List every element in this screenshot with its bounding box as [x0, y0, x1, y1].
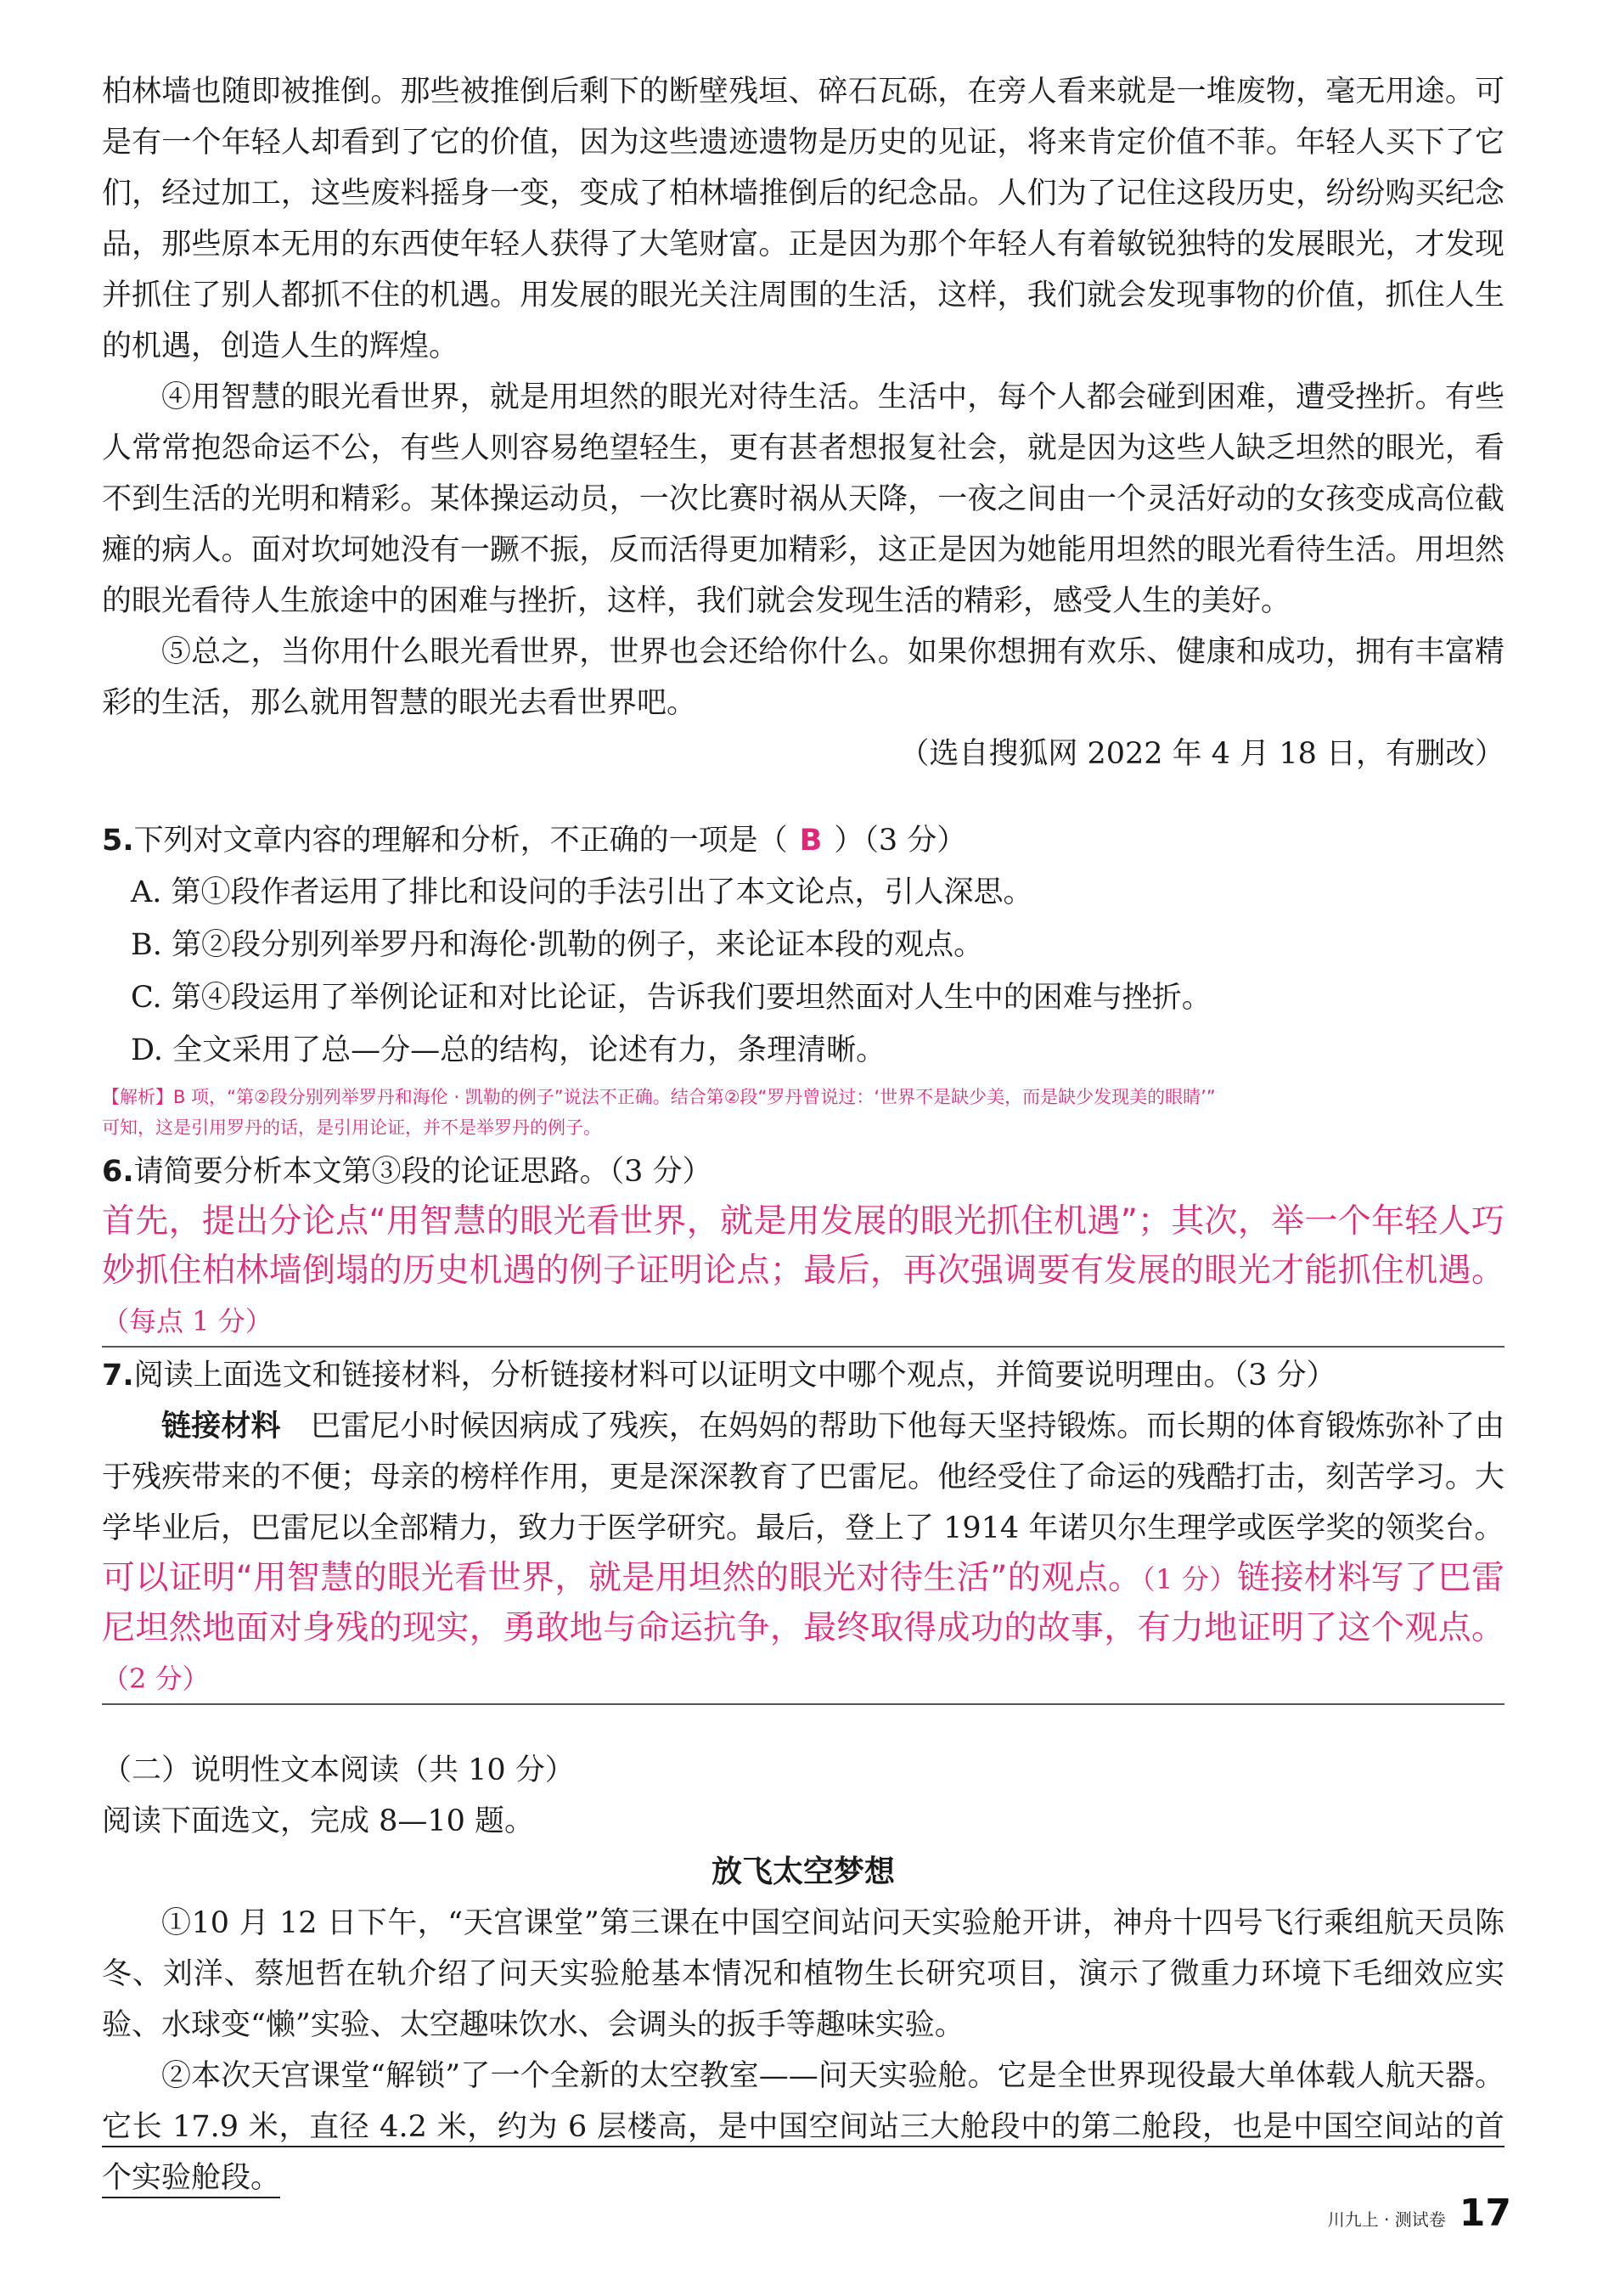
option-c: C. 第④段运用了举例论证和对比论证，告诉我们要坦然面对人生中的困难与挫折。: [131, 981, 1212, 1015]
paragraph-3-continued: 柏林墙也随即被推倒。那些被推倒后剩下的断壁残垣、碎石瓦砾，在旁人看来就是一堆废物，毫无用途。可是有一个年轻人却看到了它的价值，因为这些遗迹遗物是历史的见证，将来肯定价值不菲。年轻人买下了它们，经过加工，这些废料摇身一变，变成了柏林墙推倒后的纪念品。人们为了记住这段历史，纷纷购买纪念品，那些原本无用的东西使年轻人获得了大笔财富。正是因为那个年轻人有着敏锐独特的发展眼光，才发现并抓住了别人都抓不住的机遇。用发展的眼光关注周围的生活，这样，我们就会发现事物的价值，抓住人生的机遇，创造人生的辉煌。: [102, 75, 1505, 363]
option-b: B. 第②段分别列举罗丹和海伦·凯勒的例子，来论证本段的观点。: [131, 928, 984, 962]
question-6-stem: 6.请简要分析本文第③段的论证思路。（3 分）: [102, 1155, 712, 1189]
analysis-note-line2: 可知，这是引用罗丹的话，是引用论证，并不是举罗丹的例子。: [102, 1117, 601, 1138]
section-2-heading: （二）说明性文本阅读（共 10 分）: [102, 1753, 575, 1787]
option-a: A. 第①段作者运用了排比和设问的手法引出了本文论点，引人深思。: [131, 875, 1033, 909]
answer-line: [102, 1346, 1505, 1348]
section-2-instruction: 阅读下面选文，完成 8—10 题。: [102, 1804, 535, 1838]
question-7: [102, 1350, 1505, 1705]
article-title: 放飞太空梦想: [711, 1854, 895, 1889]
passage-continued: [102, 66, 1505, 779]
question-5-stem: 5.下列对文章内容的理解和分析，不正确的一项是（ B ）（3 分）: [102, 824, 967, 858]
link-material: 链接材料 巴雷尼小时候因病成了残疾，在妈妈的帮助下他每天坚持锻炼。而长期的体育锻炼弥补了由于残疾带来的不便；母亲的榜样作用，更是深深教育了巴雷尼。他经受住了命运的残酷打击，刻苦学习。大学毕业后，巴雷尼以全部精力，致力于医学研究。最后，登上了 1914 年诺贝尔生理学或医学奖的领奖台。: [102, 1410, 1505, 1545]
link-material-label: 链接材料: [161, 1410, 281, 1443]
article-paragraph-2: ②本次天宫课堂“解锁”了一个全新的太空教室——问天实验舱。它是全世界现役最大单体载人航天器。它长 17.9 米，直径 4.2 米，约为 6 层楼高，是中国空间站三大舱段中的第二舱段，也是中国空间站的首个实验舱段。: [102, 2051, 1505, 2203]
question-number: 5.: [102, 824, 134, 858]
score-note: （每点 1 分）: [102, 1305, 273, 1337]
underlined-sentence: 它长 17.9 米，直径 4.2 米，约为 6 层楼高，是中国空间站三大舱段中的第二舱段，也是中国空间站的首个实验舱段。: [102, 2110, 1505, 2198]
question-7-stem: 7.阅读上面选文和链接材料，分析链接材料可以证明文中哪个观点，并简要说明理由。（3 分）: [102, 1359, 1336, 1393]
option-d: D. 全文采用了总—分—总的结构，论述有力，条理清晰。: [131, 1033, 886, 1067]
question-6: [102, 1146, 1505, 1348]
article-paragraph-1: ①10 月 12 日下午，“天宫课堂”第三课在中国空间站问天实验舱开讲，神舟十四号飞行乘组航天员陈冬、刘洋、蔡旭哲在轨介绍了问天实验舱基本情况和植物生长研究项目，演示了微重力环境下毛细效应实验、水球变“懒”实验、太空趣味饮水、会调头的扳手等趣味实验。: [102, 1906, 1505, 2042]
page-footer: [1327, 2192, 1511, 2235]
source-citation: （选自搜狐网 2022 年 4 月 18 日，有删改）: [899, 737, 1505, 771]
analysis-note-line1: 【解析】B 项，“第②段分别列举罗丹和海伦 · 凯勒的例子”说法不正确。结合第②段“罗丹曾说过：‘世界不是缺少美，而是缺少发现美的眼睛’”: [102, 1087, 1216, 1107]
question-7-answer: 可以证明“用智慧的眼光看世界，就是用坦然的眼光对待生活”的观点。（1 分）链接材料写了巴雷尼坦然地面对身残的现实，勇敢地与命运抗争，最终取得成功的故事，有力地证明了这个观点。（2 分）: [102, 1559, 1505, 1695]
paragraph-4: ④用智慧的眼光看世界，就是用坦然的眼光对待生活。生活中，每个人都会碰到困难，遭受挫折。有些人常常抱怨命运不公，有些人则容易绝望轻生，更有甚者想报复社会，就是因为这些人缺乏坦然的眼光，看不到生活的光明和精彩。某体操运动员，一次比赛时祸从天降，一夜之间由一个灵活好动的女孩变成高位截瘫的病人。面对坎坷她没有一蹶不振，反而活得更加精彩，这正是因为她能用坦然的眼光看待生活。用坦然的眼光看待人生旅途中的困难与挫折，这样，我们就会发现生活的精彩，感受人生的美好。: [102, 380, 1505, 618]
question-5: [102, 815, 1505, 1143]
paragraph-5: ⑤总之，当你用什么眼光看世界，世界也会还给你什么。如果你想拥有欢乐、健康和成功，拥有丰富精彩的生活，那么就用智慧的眼光去看世界吧。: [102, 635, 1505, 720]
answer-choice: B: [799, 824, 823, 858]
section-2: [102, 1745, 1505, 2203]
page-number: 17: [1459, 2192, 1511, 2235]
answer-line: [102, 1703, 1505, 1705]
footer-label: 川九上 · 测试卷: [1327, 2209, 1446, 2230]
question-6-answer: 首先，提出分论点“用智慧的眼光看世界，就是用发展的眼光抓住机遇”；其次，举一个年轻人巧妙抓住柏林墙倒塌的历史机遇的例子证明论点；最后，再次强调要有发展的眼光才能抓住机遇。（每点 1 分）: [102, 1202, 1505, 1337]
